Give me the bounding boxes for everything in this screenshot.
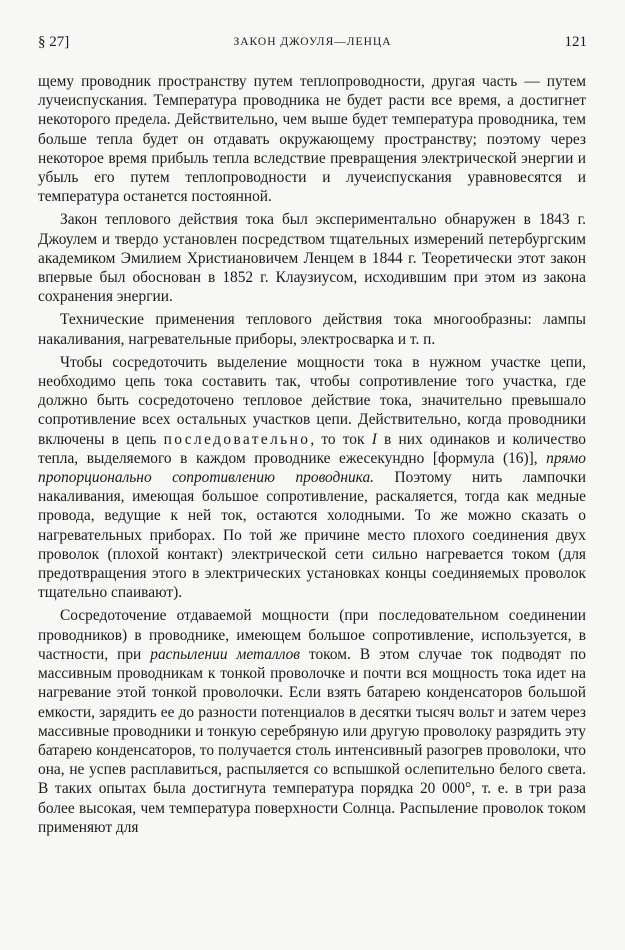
running-title: ЗАКОН ДЖОУЛЯ—ЛЕНЦА [233, 36, 392, 48]
p5-text-1: Сосредоточение отдаваемой мощности (при последовательном соединении проводников) в проводнике, имеющем большое сопротивление, используется, в частности, при [38, 607, 586, 663]
p4-text-2: , то ток [310, 430, 365, 448]
p5-text-2: током. В этом случае ток подводят по массивным проводникам к тонкой проволочке и почти вся мощность тока идет на нагревание этой тонкой проволочки. Если взять батарею конденсаторов большой емкости, зарядить ее до разности потенциалов в десятки тысяч вольт и затем через массивные проводники и тонкую серебряную или другую проволоку разрядить эту батарею конденсаторов, то получается столь интенсивный разогрев проволоки, что она, не успев расплавиться, распыляется со вспышкой ослепительно белого света. В таких опытах была достигнута температура порядка 20 000°, т. е. в три раза более высокая, чем температура поверхности Солнца. Распыление проволок током применяют для [38, 645, 586, 836]
paragraph-continuation: щему проводник пространству путем теплопроводности, другая часть — путем лучеиспускания. Температура проводника не будет расти все время, а достигнет некоторого предела. Действительно, чем выше будет температура проводника, тем больше тепла будет он отдавать окружающему пространству; поэтому через некоторое время прибыль тепла вследствие превращения электрической энергии и убыль его путем теплопроводности и лучеиспускания уравновесятся и температура останется постоянной. [38, 73, 586, 206]
italic-emphasis: прямо пропорционально сопротивлению проводника. [38, 449, 586, 487]
p4-text-4: Поэтому нить лампочки накаливания, имеющая большое сопротивление, раскаляется, тогда как медные провода, ведущие к ней ток, остаются холодными. То же можно сказать о нагревательных приборах. По той же причине место плохого соединения двух проволок (плохой контакт) электрической сети сильно нагревается током (для предотвращения этого в электрических установках концы соединяемых проволок тщательно спаивают). [38, 469, 586, 602]
page-number: 121 [564, 34, 587, 50]
spaced-term: последовательно [163, 430, 311, 448]
paragraph-series-resistance [38, 353, 586, 603]
section-marker: § 27] [38, 34, 70, 50]
running-header [38, 34, 587, 56]
main-text [38, 72, 586, 837]
paragraph-joule-lenz-history: Закон теплового действия тока был экспериментально обнаружен в 1843 г. Джоулем и твердо установлен посредством тщательных измерений петербургским академиком Эмилием Христиановичем Ленцем в 1844 г. Теоретически этот закон впервые был обоснован в 1852 г. Клаузиусом, исходившим при этом из закона сохранения энергии. [38, 211, 586, 306]
current-symbol: I [371, 430, 377, 448]
paragraph-applications: Технические применения теплового действия тока многообразны: лампы накаливания, нагревательные приборы, электросварка и т. п. [38, 311, 586, 348]
italic-term: распылении металлов [150, 645, 300, 663]
p4-text-3: в них одинаков и количество тепла, выделяемого в каждом проводнике ежесекундно [формула (16)], [38, 430, 586, 467]
paragraph-metal-spraying [38, 606, 586, 836]
p4-text-1: Чтобы сосредоточить выделение мощности тока в нужном участке цепи, необходимо цепь тока составить так, чтобы сопротивление того участка, где должно быть сосредоточено тепловое действие тока, значительно превышало сопротивление всех остальных участков цепи. Действительно, когда проводники включены в цепь [38, 353, 586, 448]
